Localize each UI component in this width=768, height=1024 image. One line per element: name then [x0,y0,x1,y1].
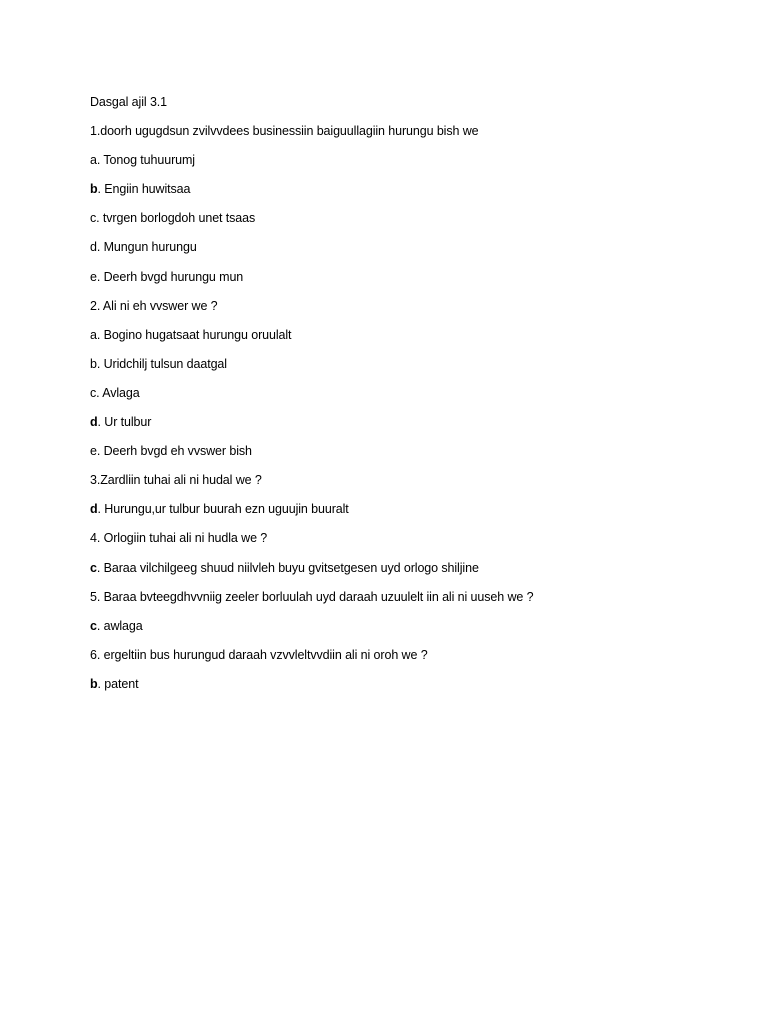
document-line [90,267,730,296]
answer-letter: c [90,618,97,633]
answer-letter: b [90,676,98,691]
line-text: . Hurungu,ur tulbur buurah ezn uguujin buuralt [97,502,349,517]
line-text: . Ur tulbur [97,415,152,430]
line-text: 5. Baraa bvteegdhvvniig zeeler borluulah uyd daraah uzuulelt iin ali ni uuseh we ? [90,589,534,604]
line-text: . awlaga [96,618,143,633]
answer-letter: b [90,182,98,197]
line-text: e. Deerh bvgd eh vvswer bish [90,444,252,459]
line-text: d. Mungun hurungu [90,240,197,255]
line-text: 6. ergeltiin bus hurungud daraah vzvvleltvvdiin ali ni oroh we ? [90,647,428,662]
line-text: 3.Zardliin tuhai ali ni hudal we ? [90,473,262,488]
line-text: c. Avlaga [90,385,140,400]
document-line [90,383,730,412]
line-text: c. tvrgen borlogdoh unet tsaas [90,211,256,226]
line-text: 1.doorh ugugdsun zvilvvdees businessiin baiguullagiin hurungu bish we [90,124,479,139]
line-text: a. Tonog tuhuurumj [90,153,195,168]
document-line [90,499,730,528]
document-line [90,587,730,616]
document-line [90,616,730,645]
document-line [90,354,730,383]
document-title: Dasgal ajil 3.1 [90,95,168,109]
line-text: . Baraa vilchilgeeg shuud niilvleh buyu gvitsetgesen uyd orlogo shiljine [96,560,479,575]
document-line [90,674,730,703]
document-line [90,150,730,179]
document-line [90,412,730,441]
document-line [90,296,730,325]
document-line [90,528,730,557]
line-text: . patent [97,676,139,691]
line-text: . Engiin huwitsaa [97,182,191,197]
answer-letter: c [90,560,97,575]
line-text: b. Uridchilj tulsun daatgal [90,356,227,371]
question-list [90,121,730,703]
document-line [90,121,730,150]
line-text: e. Deerh bvgd hurungu mun [90,269,244,284]
document-line [90,325,730,354]
document-line [90,179,730,208]
answer-letter: d [90,502,98,517]
document-line [90,208,730,237]
line-text: a. Bogino hugatsaat hurungu oruulalt [90,327,292,342]
answer-letter: d [90,415,98,430]
document-line [90,237,730,266]
line-text: 4. Orlogiin tuhai ali ni hudla we ? [90,531,268,546]
document-line [90,645,730,674]
line-text: 2. Ali ni eh vvswer we ? [90,298,218,313]
document-line [90,470,730,499]
document-line [90,558,730,587]
document-line [90,441,730,470]
document-body [90,92,730,703]
